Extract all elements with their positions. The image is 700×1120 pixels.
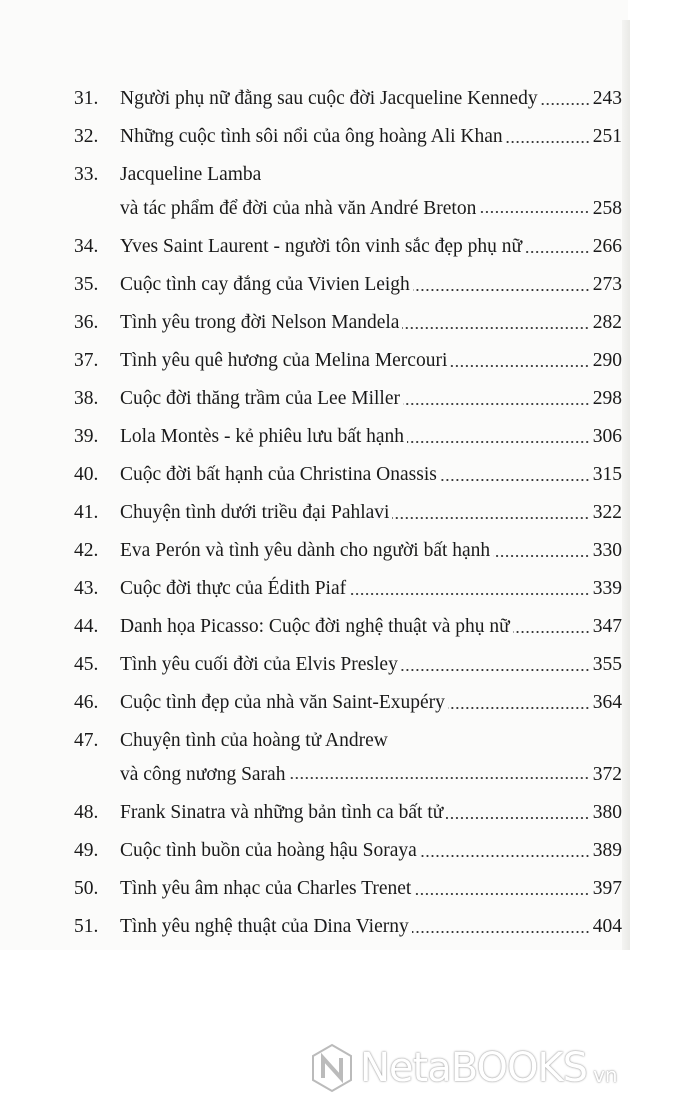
entry-title: Những cuộc tình sôi nổi của ông hoàng Ali Khan [120,126,503,147]
entry-title: Cuộc đời thăng trầm của Lee Miller [120,388,400,409]
entry-page-number: 372 [592,764,622,785]
dot-leader [450,363,589,369]
entry-page-number: 389 [592,840,622,861]
entry-page-number: 330 [592,540,622,561]
toc-entry [74,908,622,946]
entry-number: 39. [74,426,99,447]
entry-page-number: 251 [592,126,622,147]
entry-number: 33. [74,164,99,185]
entry-number: 51. [74,916,99,937]
entry-page-number: 322 [592,502,622,523]
entry-number: 38. [74,388,99,409]
dot-leader [414,891,589,897]
entry-page-number: 273 [592,274,622,295]
dot-leader [349,591,590,597]
entry-page-number: 298 [592,388,622,409]
entry-title: Frank Sinatra và những bản tình ca bất tử [120,802,444,823]
dot-leader [403,401,590,407]
dot-leader [541,101,590,107]
dot-leader [506,139,590,145]
entry-page-number: 339 [592,578,622,599]
toc-entry [74,228,622,266]
watermark-suffix: vn [593,1063,618,1087]
entry-page-number: 266 [592,236,622,257]
entry-title: Jacqueline Lamba [120,164,262,185]
dot-leader [392,515,589,521]
entry-number: 36. [74,312,99,333]
entry-title: Danh họa Picasso: Cuộc đời nghệ thuật và phụ nữ [120,616,510,637]
entry-title: Tình yêu âm nhạc của Charles Trenet [120,878,412,899]
entry-title: Cuộc đời bất hạnh của Christina Onassis [120,464,437,485]
entry-page-number: 364 [592,692,622,713]
entry-title: Cuộc tình đẹp của nhà văn Saint-Exupéry [120,692,445,713]
watermark-logo [310,1043,618,1093]
dot-leader [420,853,590,859]
entry-number: 37. [74,350,99,371]
entry-number: 43. [74,578,99,599]
entry-page-number: 243 [592,88,622,109]
entry-page-number: 282 [592,312,622,333]
entry-page-number: 347 [592,616,622,637]
toc-entry [74,342,622,380]
entry-title: Tình yêu nghệ thuật của Dina Vierny [120,916,409,937]
dot-leader [288,775,589,781]
entry-number: 34. [74,236,99,257]
dot-leader [401,667,590,673]
toc-entry [74,684,622,722]
entry-number: 35. [74,274,99,295]
toc-entry [74,304,622,342]
entry-title: Tình yêu quê hương của Melina Mercouri [120,350,448,371]
dot-leader [407,439,590,445]
toc-entry [74,722,622,794]
dot-leader [525,249,590,255]
entry-number: 31. [74,88,99,109]
entry-title: Cuộc tình cay đắng của Vivien Leigh [120,274,410,295]
entry-number: 40. [74,464,99,485]
watermark-brand: NetaBOOKS [360,1045,588,1091]
dot-leader [413,287,590,293]
dot-leader [448,705,590,711]
dot-leader [513,629,590,635]
entry-title: Cuộc đời thực của Édith Piaf [120,578,347,599]
entry-title: và công nương Sarah [120,764,286,785]
entry-number: 48. [74,802,99,823]
entry-page-number: 380 [592,802,622,823]
entry-page-number: 306 [592,426,622,447]
entry-number: 44. [74,616,99,637]
toc-entry [74,118,622,156]
dot-leader [440,477,590,483]
entry-number: 41. [74,502,99,523]
entry-page-number: 290 [592,350,622,371]
dot-leader [479,209,589,215]
entry-page-number: 315 [592,464,622,485]
toc-entry [74,418,622,456]
dot-leader [412,929,590,935]
entry-title: Tình yêu trong đời Nelson Mandela [120,312,400,333]
toc-entry [74,80,622,118]
entry-title: Lola Montès - kẻ phiêu lưu bất hạnh [120,426,405,447]
page-edge [622,20,630,950]
entry-page-number: 397 [592,878,622,899]
entry-number: 45. [74,654,99,675]
toc-entry [74,832,622,870]
entry-title: Chuyện tình của hoàng tử Andrew [120,730,388,751]
entry-title: Người phụ nữ đằng sau cuộc đời Jacqueline Kennedy [120,88,538,109]
dot-leader [446,815,589,821]
toc-entry [74,380,622,418]
toc-entry [74,570,622,608]
entry-number: 32. [74,126,99,147]
toc-entry [74,646,622,684]
toc-entry [74,870,622,908]
toc-entry [74,532,622,570]
entry-title: Eva Perón và tình yêu dành cho người bất hạnh [120,540,491,561]
entry-title: Cuộc tình buồn của hoàng hậu Soraya [120,840,417,861]
entry-title: Tình yêu cuối đời của Elvis Presley [120,654,398,675]
toc-entry [74,156,622,228]
toc-entry [74,608,622,646]
entry-page-number: 258 [592,198,622,219]
toc-entry [74,794,622,832]
dot-leader [402,325,589,331]
entry-number: 50. [74,878,99,899]
dot-leader [493,553,590,559]
entry-number: 47. [74,730,99,751]
toc-entry [74,266,622,304]
entry-number: 49. [74,840,99,861]
entry-title: Yves Saint Laurent - người tôn vinh sắc đẹp phụ nữ [120,236,523,257]
toc-entry [74,494,622,532]
toc-entry [74,456,622,494]
entry-number: 46. [74,692,99,713]
entry-title: Chuyện tình dưới triều đại Pahlavi [120,502,390,523]
entry-title: và tác phẩm để đời của nhà văn André Breton [120,198,477,219]
netabooks-hexagon-icon [310,1043,354,1093]
entry-page-number: 355 [592,654,622,675]
table-of-contents [74,80,622,946]
entry-number: 42. [74,540,99,561]
entry-page-number: 404 [592,916,622,937]
